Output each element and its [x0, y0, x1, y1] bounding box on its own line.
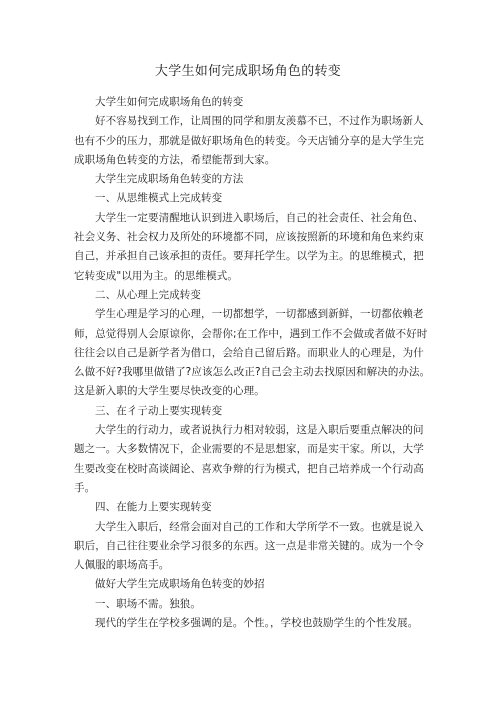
text-line: 三、在彳亍动上要实现转变: [95, 404, 223, 417]
text-line: 学生心理是学习的心理，一切都想学，一切都感到新鲜，一切都依赖老: [95, 308, 424, 321]
text-line: 往往会以自己是新学者为借口，会给自己留后路。而职业人的心理是，为什: [74, 346, 424, 359]
text-line: 师，总觉得别人会原谅你，会帮你;在工作中，遇到工作不会做或者做不好时: [74, 327, 428, 340]
text-line: 这是新入职的大学生要尽快改变的心理。: [74, 385, 265, 398]
text-line: 一、从思维模式上完成转变: [95, 192, 223, 205]
document-title: 大学生如何完成职场角色的转变: [154, 64, 342, 79]
text-line: 二、从心理上完成转变: [95, 288, 201, 301]
text-line: 做好大学生完成职场角色转变的妙招: [95, 578, 265, 591]
text-line: 大学生的行动力，或者说执行力相对较弱，这是入职后要重点解决的问: [95, 424, 424, 437]
text-line: 好不容易找到工作，让周围的同学和朋友羡慕不已，不过作为职场新人: [95, 115, 424, 128]
text-line: 自己，并承担自己该承担的责任。要拜托学生。以学为主。的思维模式，把: [74, 250, 424, 263]
text-line: 生要改变在校时高谈阔论、喜欢争辩的行为模式，把自己培养成一个行动高: [74, 462, 424, 475]
text-line: 职后，自己往往要业余学习很多的东西。这一点是非常关键的。成为一个令: [74, 539, 424, 552]
text-line: 大学生如何完成职场角色的转变: [95, 96, 244, 108]
text-line: 么做不好?我哪里做错了?应该怎么改正?自己会主动去找原因和解决的办法。: [74, 366, 431, 379]
text-line: 题之一。大多数情况下，企业需要的不是思想家，而是实干家。所以，大学: [74, 443, 424, 456]
text-line: 大学生一定要清醒地认识到进入职场后，自己的社会责任、社会角色、: [95, 211, 424, 224]
text-line: 社会义务、社会权力及所处的环境都不同，应该按照新的环境和角色来约束: [74, 231, 424, 244]
text-line: 人佩服的职场高手。: [74, 559, 170, 572]
text-line: 一、职场不需。独狼。: [95, 597, 201, 610]
text-line: 四、在能力上要实现转变: [95, 501, 212, 514]
text-line: 成职场角色转变的方法，希望能帮到大家。: [74, 153, 276, 166]
text-line: 也有不少的压力，那就是做好职场角色的转变。今天店铺分享的是大学生完: [74, 134, 424, 147]
text-line: 现代的学生在学校多强调的是。个性。，学校也鼓励学生的个性发展。: [95, 617, 419, 630]
text-line: 手。: [74, 481, 96, 494]
text-line: 大学生入职后，经常会面对自己的工作和大学所学不一致。也就是说入: [95, 520, 424, 533]
text-line: 它转变成"以用为主。的思维模式。: [74, 269, 238, 282]
document-body: [74, 93, 431, 633]
text-line: 大学生完成职场角色转变的方法: [95, 173, 244, 186]
